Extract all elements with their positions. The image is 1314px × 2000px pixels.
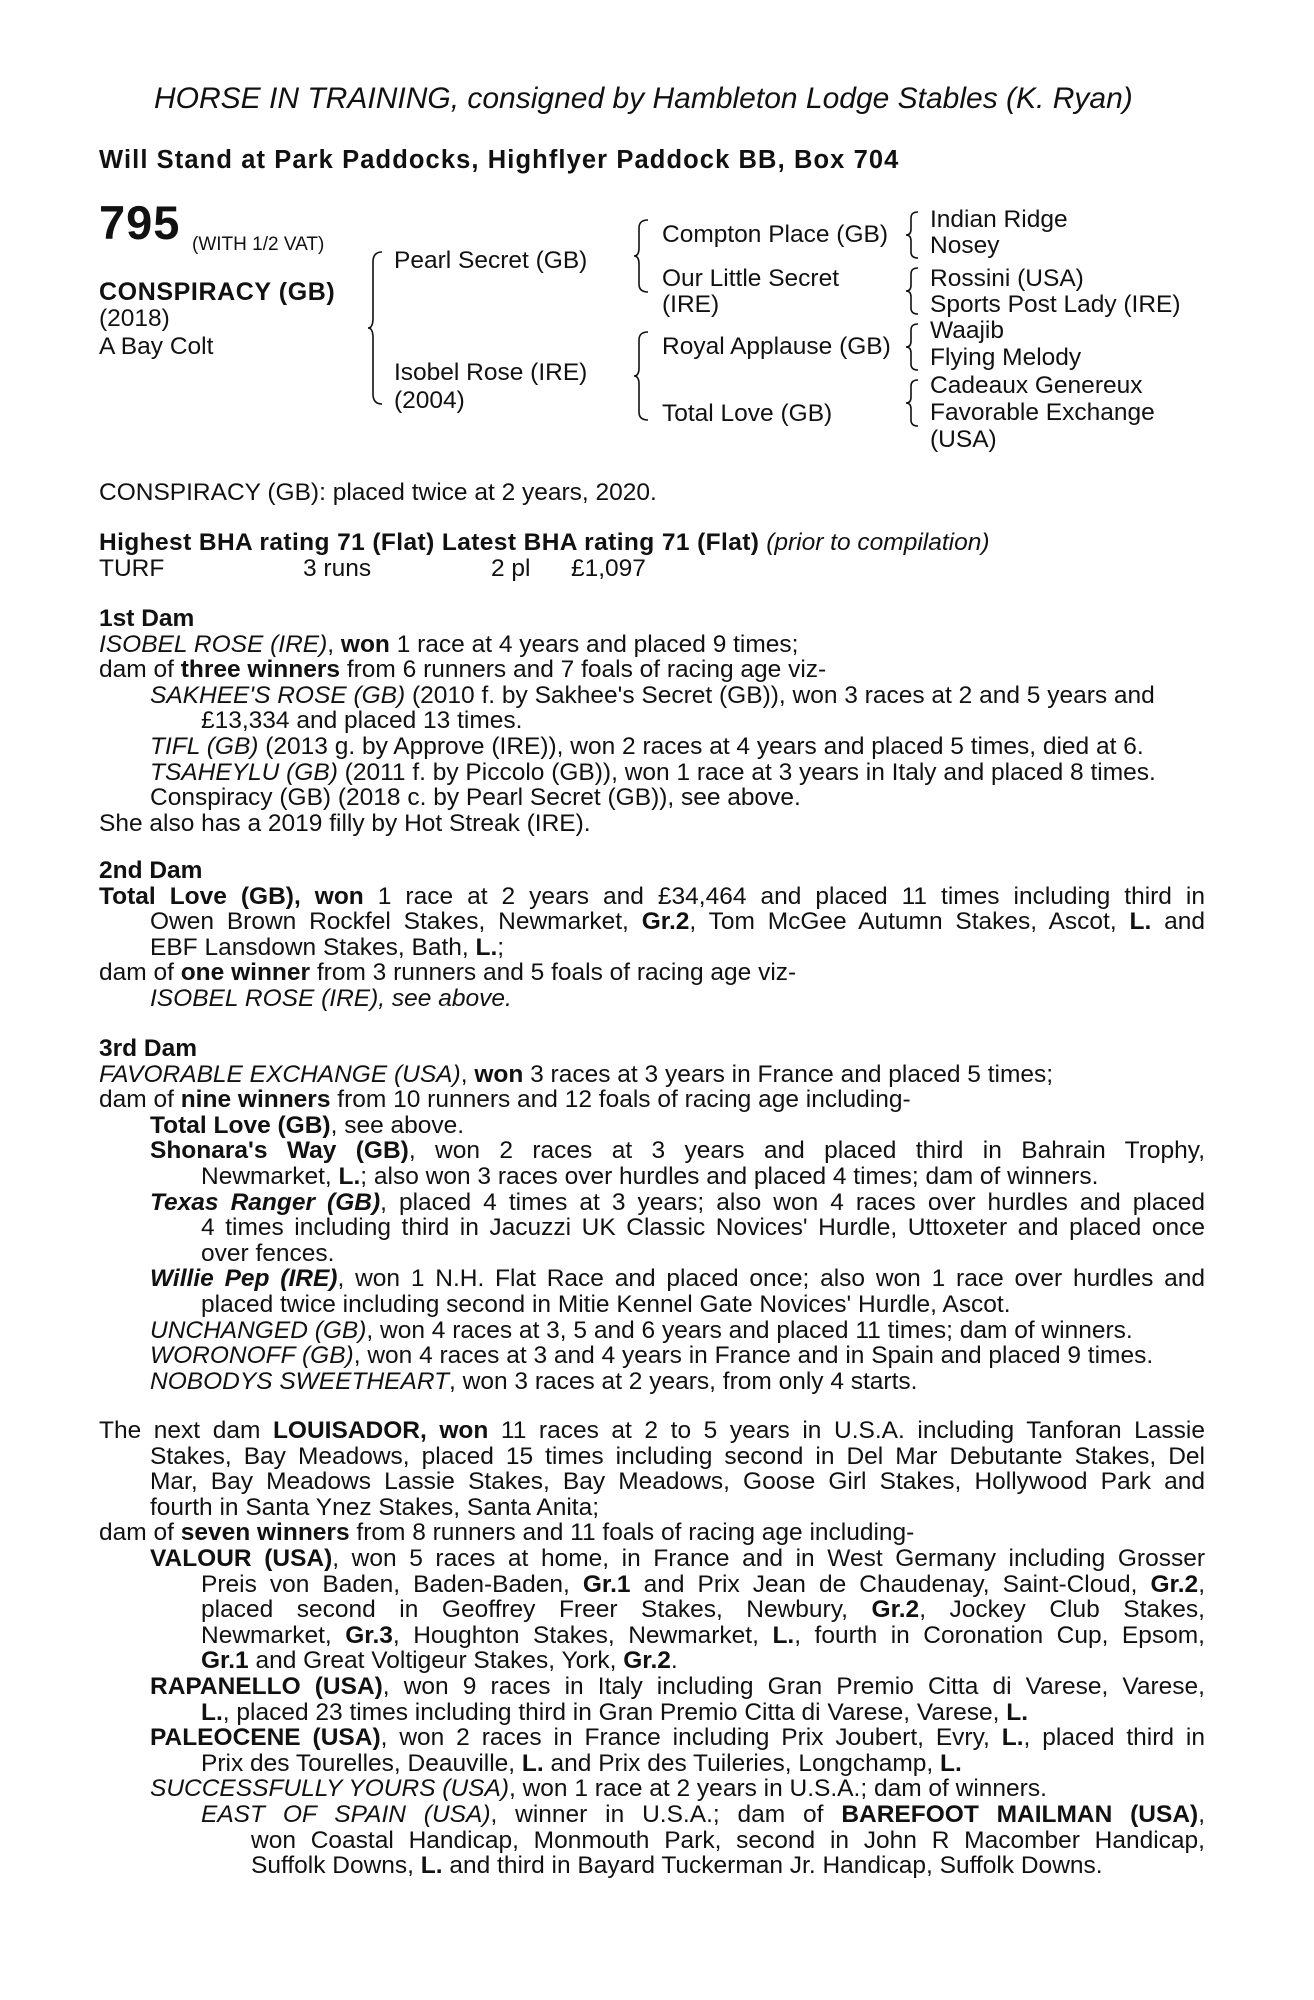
race-record	[99, 556, 646, 582]
record-text: 1 race at 4 years and placed 9 times;	[389, 630, 799, 658]
text: from 6 runners and 7 foals of racing age viz-	[340, 656, 827, 684]
grade: Gr.2	[871, 1596, 920, 1624]
produce-name: Shonara's Way (GB)	[150, 1137, 409, 1165]
won-label: won	[340, 630, 390, 658]
produce-entry-cont	[99, 1597, 1205, 1623]
section-heading: 3rd Dam	[99, 1035, 198, 1062]
bha-rating-note: (prior to compilation)	[766, 529, 990, 556]
brace-icon	[906, 266, 924, 316]
text: dam of	[99, 656, 181, 684]
text: Newmarket,	[201, 1162, 339, 1190]
grade: L.	[338, 1162, 361, 1190]
winners-count: one winner	[180, 959, 311, 987]
brace-icon	[906, 210, 924, 260]
grade: Gr.2	[641, 908, 690, 936]
produce-entry: ISOBEL ROSE (IRE), see above.	[150, 984, 512, 1012]
produce-record: (2011 f. by Piccolo (GB)), won 1 race at 3 years in Italy and placed 8 times.	[337, 758, 1156, 786]
consignment-heading: HORSE IN TRAINING, consigned by Hambleton Lodge Stables (K. Ryan)	[154, 82, 1133, 115]
bha-rating-line: Highest BHA rating 71 (Flat) Latest BHA rating 71 (Flat)	[99, 529, 760, 556]
pedigree-dam: Isobel Rose (IRE)	[394, 359, 588, 386]
text: Prix des Tourelles, Deauville,	[201, 1749, 522, 1777]
grade: L.	[1006, 1698, 1029, 1726]
vat-note: (WITH 1/2 VAT)	[192, 234, 325, 255]
text: dam of	[99, 1519, 181, 1547]
grade: Gr.1	[201, 1647, 249, 1675]
produce-entry-cont: placed twice including second in Mitie Kennel Gate Novices' Hurdle, Ascot.	[201, 1290, 1011, 1318]
grade: L.	[521, 1749, 544, 1777]
produce-entry: Conspiracy (GB) (2018 c. by Pearl Secret (GB)), see above.	[150, 784, 801, 812]
second-dam-produce-summary	[99, 960, 1205, 986]
grade: Gr.2	[623, 1647, 671, 1675]
text: from 8 runners and 11 foals of racing age including-	[349, 1519, 915, 1547]
produce-entry	[99, 1190, 1205, 1216]
horse-name: CONSPIRACY (GB)	[99, 278, 336, 306]
next-dam-section	[99, 1418, 1205, 1879]
horse-year: (2018)	[99, 305, 170, 332]
produce-entry-cont	[99, 1648, 1205, 1674]
third-dam-produce-summary	[99, 1087, 1205, 1113]
second-dam-section	[99, 858, 1205, 1012]
grade: L.	[1129, 908, 1152, 936]
grade: Gr.1	[582, 1570, 631, 1598]
produce-name: TSAHEYLU (GB)	[150, 758, 338, 786]
text: , fourth in Coronation Cup, Epsom,	[794, 1621, 1205, 1649]
produce-entry	[99, 1113, 1205, 1139]
produce-record: , won 4 races at 3, 5 and 6 years and placed 11 times; dam of winners.	[366, 1316, 1133, 1344]
brace-icon	[906, 378, 924, 428]
text: Suffolk Downs,	[251, 1852, 421, 1880]
produce-entry	[99, 1725, 1205, 1751]
second-dam-record	[99, 884, 1205, 910]
record-cont	[99, 935, 1205, 961]
produce-record: , won 1 race at 2 years in U.S.A.; dam of winners.	[509, 1775, 1047, 1803]
produce-name: EAST OF SPAIN (USA)	[201, 1800, 491, 1828]
text: and third in Bayard Tuckerman Jr. Handicap, Suffolk Downs.	[442, 1852, 1103, 1880]
first-dam-record	[99, 632, 1205, 658]
produce-entry	[99, 734, 1205, 760]
produce-record: , won 2 races at 3 years and placed third in Bahrain Trophy,	[408, 1137, 1205, 1165]
pedigree-g3-1: Indian Ridge	[930, 206, 1068, 233]
produce-entry-cont	[99, 1700, 1205, 1726]
record-cont: Stakes, Bay Meadows, placed 15 times including second in Del Mar Debutante Stakes, Del	[150, 1442, 1205, 1470]
grade: L.	[475, 933, 498, 961]
produce-name: SAKHEE'S ROSE (GB)	[150, 681, 406, 709]
pedigree-dam-sire: Royal Applause (GB)	[662, 333, 891, 360]
record-runs: 3 runs	[303, 555, 372, 582]
text: , winner in U.S.A.; dam of	[490, 1800, 842, 1828]
text: EBF Lansdown Stakes, Bath,	[150, 933, 476, 961]
text: Preis von Baden, Baden-Baden,	[201, 1570, 583, 1598]
pedigree-g3-3: Rossini (USA)	[930, 265, 1084, 292]
produce-note: She also has a 2019 filly by Hot Streak (IRE).	[99, 809, 591, 837]
produce-entry	[99, 1266, 1205, 1292]
separator: ,	[460, 1060, 475, 1088]
pedigree-sire-sire: Compton Place (GB)	[662, 221, 889, 248]
race-summary: CONSPIRACY (GB): placed twice at 2 years, 2020.	[99, 479, 657, 506]
pedigree-g3-8-origin: (USA)	[930, 426, 997, 453]
produce-entry	[99, 1369, 1205, 1395]
dam-name: Total Love (GB)	[99, 882, 294, 910]
pedigree-g3-7: Cadeaux Genereux	[930, 372, 1143, 399]
record-surface: TURF	[99, 555, 165, 582]
grade: L.	[420, 1852, 443, 1880]
text: dam of	[99, 959, 181, 987]
text: , Tom McGee Autumn Stakes, Ascot,	[689, 908, 1130, 936]
produce-record: , placed 4 times at 3 years; also won 4 races over hurdles and placed	[380, 1188, 1206, 1216]
next-dam-record	[99, 1418, 1205, 1444]
produce-name: TIFL (GB)	[150, 732, 259, 760]
text: and Great Voltigeur Stakes, York,	[248, 1647, 624, 1675]
next-dam-produce-summary	[99, 1520, 1205, 1546]
dam-name: LOUISADOR	[272, 1417, 420, 1444]
text: ;	[497, 933, 505, 961]
record-cont: Mar, Bay Meadows Lassie Stakes, Bay Meadows, Goose Girl Stakes, Hollywood Park and	[150, 1468, 1205, 1496]
brace-icon	[368, 250, 388, 406]
text: ; also won 3 races over hurdles and placed 4 times; dam of winners.	[360, 1162, 1099, 1190]
produce-name: NOBODYS SWEETHEART	[150, 1367, 450, 1395]
third-dam-record	[99, 1062, 1205, 1088]
text: from 10 runners and 12 foals of racing age including-	[330, 1086, 911, 1114]
produce-entry	[99, 1138, 1205, 1164]
produce-entry	[99, 1546, 1205, 1572]
dam-name: ISOBEL ROSE (IRE)	[99, 630, 328, 658]
brace-icon	[634, 330, 654, 422]
text: , Houghton Stakes, Newmarket,	[392, 1621, 773, 1649]
stand-location: Will Stand at Park Paddocks, Highflyer Paddock BB, Box 704	[99, 146, 900, 174]
text: The next dam	[99, 1417, 273, 1444]
produce-record: (2013 g. by Approve (IRE)), won 2 races at 4 years and placed 5 times, died at 6.	[258, 732, 1144, 760]
pedigree-g3-6: Flying Melody	[930, 344, 1082, 371]
produce-entry	[99, 683, 1205, 709]
section-heading: 1st Dam	[99, 605, 195, 632]
produce-record: , see above.	[330, 1111, 465, 1139]
text: and	[1151, 908, 1206, 936]
brace-icon	[634, 218, 654, 294]
pedigree-g3-4: Sports Post Lady (IRE)	[930, 291, 1181, 318]
produce-name: BAREFOOT MAILMAN (USA)	[841, 1800, 1199, 1828]
pedigree-g3-5: Waajib	[930, 317, 1004, 344]
text: dam of	[99, 1086, 181, 1114]
pedigree-sire: Pearl Secret (GB)	[394, 247, 588, 274]
grade: Gr.2	[1150, 1570, 1199, 1598]
produce-record: , won 4 races at 3 and 4 years in France and in Spain and placed 9 times.	[353, 1342, 1154, 1370]
produce-entry-cont: over fences.	[201, 1239, 335, 1267]
dam-name: FAVORABLE EXCHANGE (USA)	[99, 1060, 461, 1088]
produce-name: PALEOCENE (USA)	[150, 1724, 381, 1752]
separator: ,	[327, 630, 341, 658]
lot-number: 795	[99, 196, 181, 249]
record-text: 3 races at 3 years in France and placed 5 times;	[523, 1060, 1054, 1088]
winners-count: nine winners	[180, 1086, 331, 1114]
produce-name: Texas Ranger (GB)	[150, 1188, 381, 1216]
grade: L.	[940, 1749, 962, 1777]
pedigree-sire-dam-origin: (IRE)	[662, 291, 720, 318]
record-placed: 2 pl	[491, 555, 531, 582]
produce-record: , won 9 races in Italy including Gran Premio Citta di Varese, Varese,	[382, 1672, 1205, 1700]
text: placed second in Geoffrey Freer Stakes, Newbury,	[201, 1596, 872, 1624]
grandproduce-entry	[99, 1802, 1205, 1828]
text: and Prix des Tuileries, Longchamp,	[543, 1749, 940, 1777]
first-dam-produce-summary	[99, 657, 1205, 683]
text: ,	[1198, 1800, 1205, 1828]
section-heading: 2nd Dam	[99, 857, 203, 884]
bha-rating	[99, 530, 990, 556]
produce-name: Willie Pep (IRE)	[150, 1265, 338, 1293]
won-label: won	[439, 1417, 489, 1444]
produce-name: UNCHANGED (GB)	[150, 1316, 367, 1344]
pedigree-dam-dam: Total Love (GB)	[662, 400, 833, 427]
pedigree-g3-8: Favorable Exchange	[930, 399, 1155, 426]
winners-count: seven winners	[180, 1519, 350, 1547]
text: , placed 23 times including third in Gran Premio Citta di Varese, Varese,	[222, 1698, 1007, 1726]
record-cont: fourth in Santa Ynez Stakes, Santa Anita;	[150, 1493, 600, 1521]
produce-entry	[99, 1674, 1205, 1700]
produce-record: , won 5 races at home, in France and in West Germany including Grosser	[332, 1544, 1205, 1572]
produce-entry	[99, 1343, 1205, 1369]
pedigree-sire-dam: Our Little Secret	[662, 265, 840, 292]
produce-entry-cont	[99, 1572, 1205, 1598]
first-dam-section	[99, 606, 1205, 836]
text: and Prix Jean de Chaudenay, Saint-Cloud,	[630, 1570, 1151, 1598]
produce-record: (2010 f. by Sakhee's Secret (GB)), won 3 races at 2 and 5 years and	[405, 681, 1155, 709]
separator: ,	[293, 882, 315, 910]
grade: L.	[772, 1621, 795, 1649]
produce-name: RAPANELLO (USA)	[150, 1672, 383, 1700]
grade: L.	[1001, 1724, 1024, 1752]
horse-description: A Bay Colt	[99, 333, 214, 360]
text: ,	[1198, 1570, 1205, 1598]
produce-record: , won 3 races at 2 years, from only 4 starts.	[449, 1367, 918, 1395]
text: , won 2 races in France including Prix Joubert, Evry,	[380, 1724, 1002, 1752]
won-label: won	[314, 882, 364, 910]
produce-entry-cont	[99, 1751, 1205, 1777]
produce-entry-cont: 4 times including third in Jacuzzi UK Classic Novices' Hurdle, Uttoxeter and placed once	[201, 1214, 1205, 1242]
produce-record: , won 1 N.H. Flat Race and placed once; also won 1 race over hurdles and	[337, 1265, 1206, 1293]
pedigree-g3-2: Nosey	[930, 232, 1000, 259]
produce-name: SUCCESSFULLY YOURS (USA)	[150, 1775, 509, 1803]
produce-name: Total Love (GB)	[150, 1111, 331, 1139]
grandproduce-entry-cont: won Coastal Handicap, Monmouth Park, second in John R Macomber Handicap,	[251, 1826, 1205, 1854]
grandproduce-entry-cont	[99, 1853, 1205, 1879]
record-cont	[99, 909, 1205, 935]
third-dam-section	[99, 1036, 1205, 1394]
grade: Gr.3	[345, 1621, 393, 1649]
separator: ,	[419, 1417, 440, 1444]
text: from 3 runners and 5 foals of racing age viz-	[310, 959, 797, 987]
produce-entry	[99, 1776, 1205, 1802]
text: , placed third in	[1023, 1724, 1205, 1752]
produce-entry-cont	[99, 1623, 1205, 1649]
produce-entry	[99, 1318, 1205, 1344]
brace-icon	[906, 322, 924, 372]
won-label: won	[474, 1060, 524, 1088]
pedigree-dam-year: (2004)	[394, 387, 465, 414]
record-earnings: £1,097	[571, 555, 646, 582]
text: , Jockey Club Stakes,	[919, 1596, 1205, 1624]
text: Newmarket,	[201, 1621, 346, 1649]
text: .	[670, 1647, 678, 1675]
produce-entry-cont: £13,334 and placed 13 times.	[201, 707, 523, 735]
record-text: 1 race at 2 years and £34,464 and placed 11 times including third in	[363, 882, 1205, 910]
grade: L.	[201, 1698, 223, 1726]
text: Owen Brown Rockfel Stakes, Newmarket,	[150, 908, 642, 936]
produce-name: VALOUR (USA)	[150, 1544, 333, 1572]
winners-count: three winners	[180, 656, 341, 684]
produce-name: WORONOFF (GB)	[150, 1342, 354, 1370]
produce-entry	[99, 760, 1205, 786]
produce-entry-cont	[99, 1164, 1205, 1190]
record-text: 11 races at 2 to 5 years in U.S.A. including Tanforan Lassie	[488, 1417, 1205, 1444]
